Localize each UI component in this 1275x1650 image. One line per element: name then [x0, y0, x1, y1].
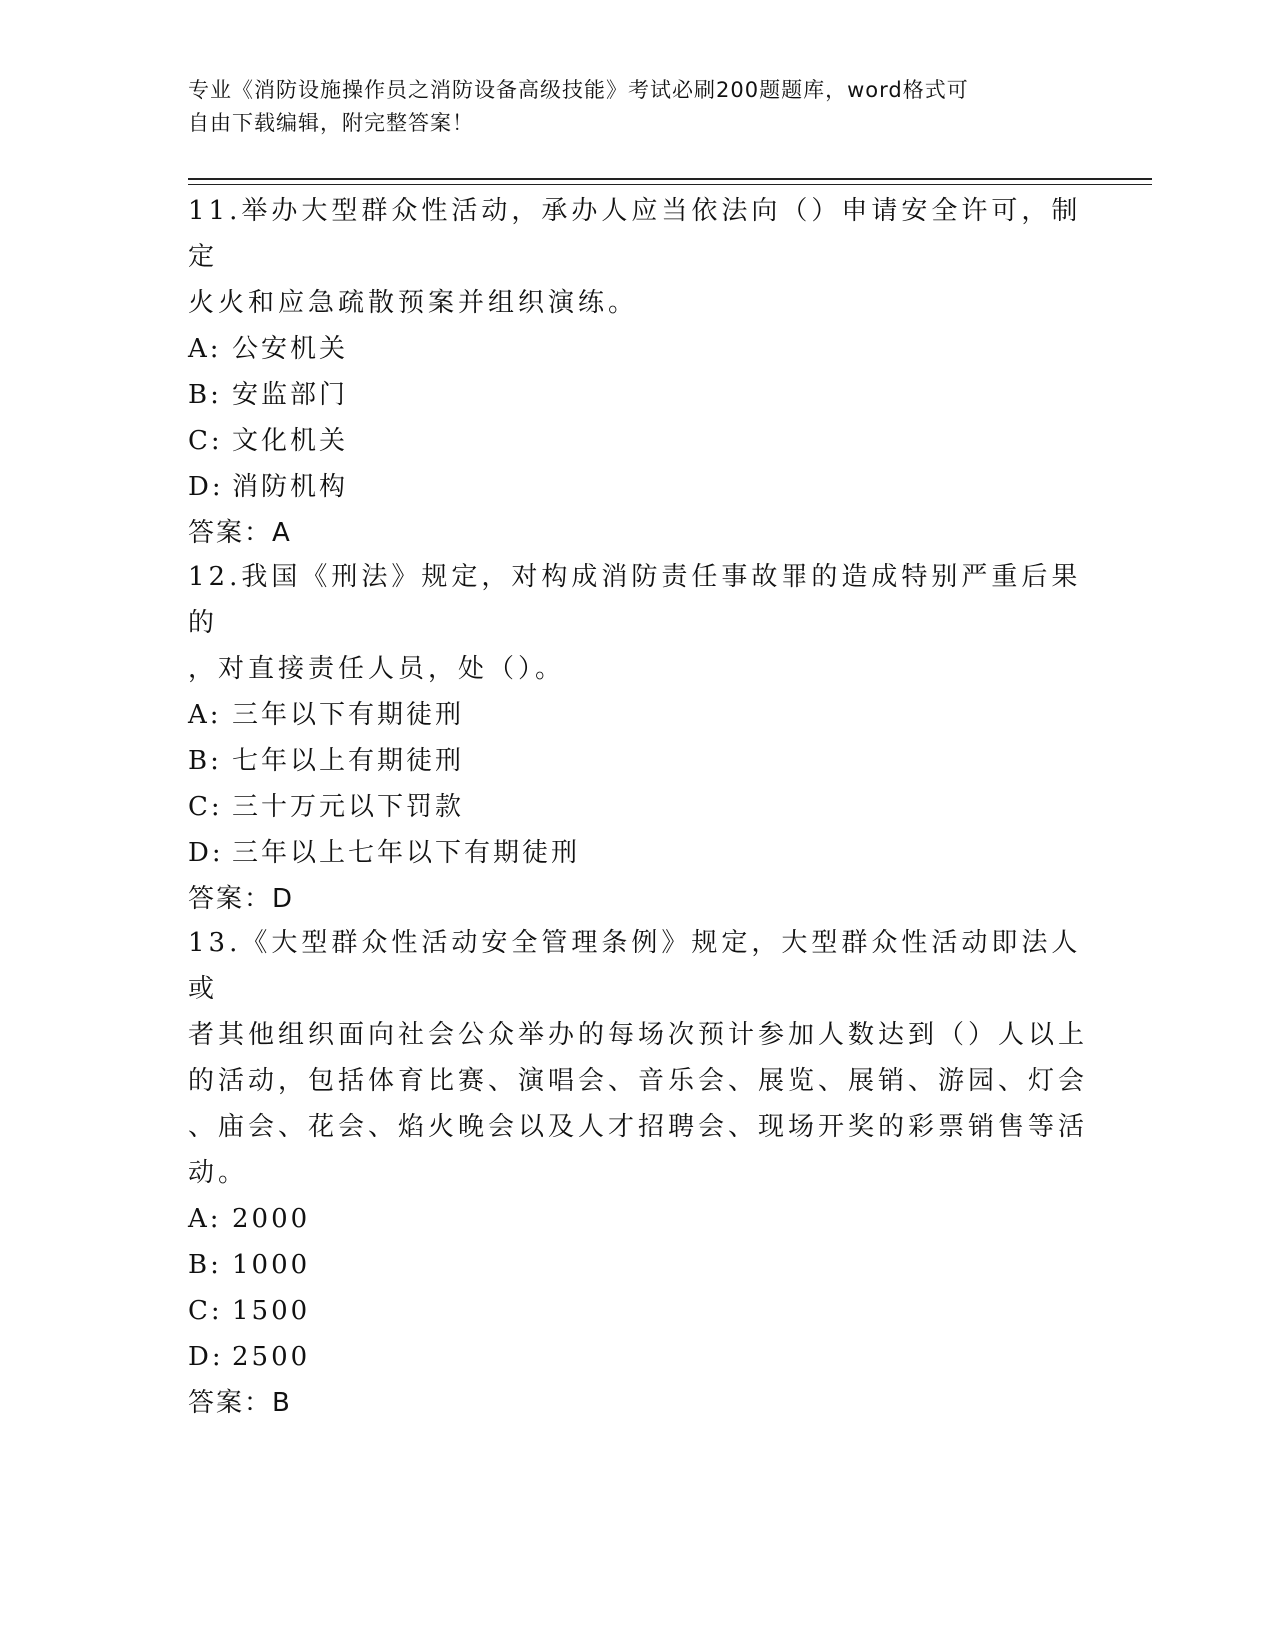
option-b [188, 372, 1088, 418]
option-text: 1500 [232, 1296, 311, 1326]
option-letter: D: [188, 472, 224, 502]
option-c [188, 784, 1088, 830]
header-divider [188, 178, 1152, 180]
option-text: 2000 [232, 1204, 311, 1234]
option-b [188, 1242, 1088, 1288]
option-text: 消防机构 [232, 472, 349, 502]
option-a [188, 1196, 1088, 1242]
document-header: 专业《消防设施操作员之消防设备高级技能》考试必刷200题题库，word格式可 自由下载编辑，附完整答案！ [188, 78, 969, 135]
answer: 答案：D [188, 884, 295, 914]
option-letter: C: [188, 1296, 223, 1326]
header-divider-thin [188, 184, 1152, 185]
option-text: 安监部门 [232, 380, 349, 410]
option-letter: D: [188, 1342, 224, 1372]
option-d [188, 464, 1088, 510]
option-text: 1000 [232, 1250, 311, 1280]
question-text: 12.我国《刑法》规定，对构成消防责任事故罪的造成特别严重后果的 ，对直接责任人员，处（）。 [188, 562, 1082, 684]
option-text: 七年以上有期徒刑 [232, 746, 465, 776]
question-13 [188, 920, 1088, 1426]
option-d [188, 1334, 1088, 1380]
option-c [188, 418, 1088, 464]
option-letter: A: [188, 1204, 222, 1234]
option-letter: C: [188, 426, 223, 456]
option-letter: A: [188, 334, 222, 364]
option-d [188, 830, 1088, 876]
question-text: 13.《大型群众性活动安全管理条例》规定，大型群众性活动即法人或 者其他组织面向社会公众举办的每场次预计参加人数达到（）人以上 的活动，包括体育比赛、演唱会、音乐会、展览、展销、游园、灯会 、庙会、花会、焰火晚会以及人才招聘会、现场开奖的彩票销售等活 动。 [188, 928, 1089, 1188]
option-text: 三年以上七年以下有期徒刑 [232, 838, 581, 868]
option-a [188, 692, 1088, 738]
option-text: 2500 [232, 1342, 311, 1372]
option-letter: B: [188, 746, 222, 776]
option-c [188, 1288, 1088, 1334]
option-letter: D: [188, 838, 224, 868]
option-letter: A: [188, 700, 222, 730]
option-a [188, 326, 1088, 372]
option-b [188, 738, 1088, 784]
option-text: 公安机关 [232, 334, 349, 364]
option-letter: B: [188, 1250, 222, 1280]
option-text: 文化机关 [232, 426, 349, 456]
answer: 答案：B [188, 1388, 292, 1418]
answer: 答案：A [188, 518, 292, 548]
option-letter: B: [188, 380, 222, 410]
option-text: 三十万元以下罚款 [232, 792, 465, 822]
question-text: 11.举办大型群众性活动，承办人应当依法向（）申请安全许可，制定 火火和应急疏散预案并组织演练。 [188, 196, 1082, 318]
question-12 [188, 554, 1088, 922]
option-letter: C: [188, 792, 223, 822]
option-text: 三年以下有期徒刑 [232, 700, 465, 730]
question-11 [188, 188, 1088, 556]
